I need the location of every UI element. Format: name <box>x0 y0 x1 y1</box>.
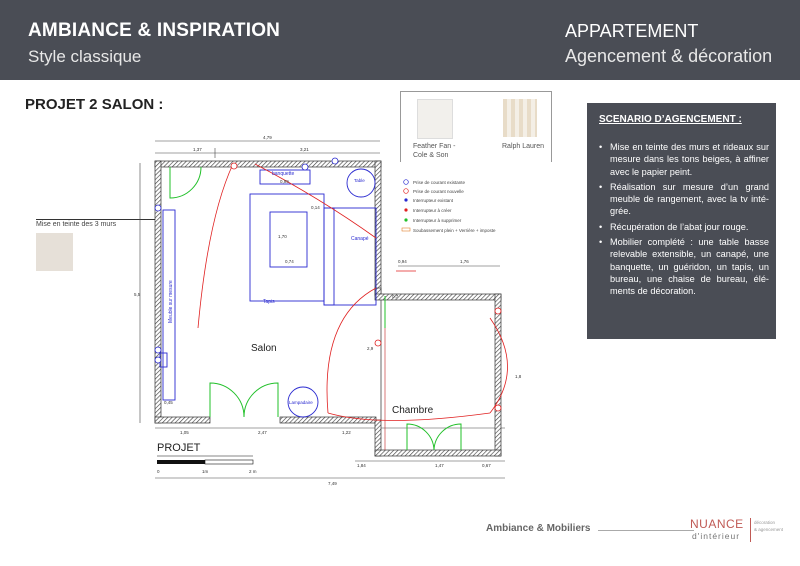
dim-label: 0,67 <box>482 463 491 468</box>
label-lampadaire: Lampadaire <box>289 400 313 405</box>
legend-item: Interrupteur à supprimer <box>413 218 462 223</box>
header-right-title: APPARTEMENT <box>565 21 699 41</box>
logo-sub: d'intérieur <box>692 531 741 541</box>
footer-divider <box>598 530 694 531</box>
floor-plan <box>130 128 550 488</box>
header-bar <box>0 0 800 80</box>
dim-label: 2,9 <box>367 346 374 351</box>
dim-label: 1,70 <box>278 234 287 239</box>
legend-item: Prise de courant existante <box>413 180 466 185</box>
dim-label: 0,74 <box>285 259 294 264</box>
dimension-labels <box>134 135 522 486</box>
scenario-list <box>597 141 769 301</box>
dim-label: 1,37 <box>193 147 202 152</box>
dim-label: 2,47 <box>258 430 267 435</box>
dim-label: 5,5 <box>134 292 141 297</box>
dim-label: 1,76 <box>460 259 469 264</box>
project-title: PROJET 2 SALON : <box>25 96 164 113</box>
label-banquette: banquette <box>272 171 295 177</box>
scenario-item: • Mobilier complété : une table basse relevable extensible, un canapé, une banquette, un guéridon, un tapis, un bureau, une chaise de bureau, élé- ments de décoration. <box>597 236 769 297</box>
logo-main: NUANCE <box>690 517 744 531</box>
label-table: Table <box>354 178 365 183</box>
dim-label: 1,05 <box>180 430 189 435</box>
scenario-title: SCENARIO D’AGENCEMENT : <box>599 114 742 125</box>
dim-label: 7,49 <box>328 481 337 486</box>
wall-note-label: Mise en teinte des 3 murs <box>36 221 117 228</box>
legend-item: Interrupteur à créer <box>413 208 452 213</box>
new-outlet-symbols <box>231 163 501 411</box>
plan-legend <box>402 180 496 233</box>
dim-label: 1,8 <box>515 374 522 379</box>
header-right-subtitle: Agencement & décoration <box>565 46 773 66</box>
footer-text: Ambiance & Mobiliers <box>486 523 591 534</box>
outlet-symbols <box>155 158 338 363</box>
header-subtitle: Style classique <box>28 47 142 66</box>
swatch-label-feather: Feather Fan - Cole & Son <box>413 143 456 159</box>
dim-label: 0,99 <box>280 179 289 184</box>
scale-tick: 1m <box>202 469 209 474</box>
scale-bar <box>157 456 257 474</box>
dim-label: 0,45 <box>164 400 173 405</box>
legend-item: Interrupteur existant <box>413 198 454 203</box>
header-title: AMBIANCE & INSPIRATION <box>28 20 281 41</box>
scale-title: PROJET <box>157 442 201 454</box>
scenario-panel <box>587 103 776 339</box>
scale-tick: 0 <box>157 469 160 474</box>
scenario-item: • Réalisation sur mesure d’un grand meuble de rangement, avec la tv inté- grée. <box>597 181 769 218</box>
scenario-item: • Récupération de l’abat jour rouge. <box>597 221 769 233</box>
dim-label: 1,47 <box>435 463 444 468</box>
furniture <box>160 169 376 417</box>
logo-side-text: & agencement <box>754 527 784 532</box>
label-canape: Canapé <box>351 236 369 242</box>
room-salon: Salon <box>251 343 277 354</box>
label-tapis: Tapis <box>263 299 275 305</box>
dim-label: 0,7 <box>392 294 399 299</box>
dim-label: 1,22 <box>342 430 351 435</box>
logo-side-text: décoration <box>754 520 776 525</box>
dim-label: 3,21 <box>300 147 309 152</box>
electric-wiring <box>198 164 508 421</box>
swatch-label-ralph: Ralph Lauren <box>502 143 545 150</box>
dim-label: 1,84 <box>357 463 366 468</box>
dim-label: 0,94 <box>398 259 407 264</box>
label-meuble: Meuble sur mesure <box>168 280 174 323</box>
scenario-item: • Mise en teinte des murs et rideaux sur mesure dans les tons beiges, à affiner avec le papier peint. <box>597 141 769 178</box>
dim-label: 0,14 <box>311 205 320 210</box>
legend-item: Prise de courant nouvelle <box>413 189 464 194</box>
dim-label: 4,79 <box>263 135 272 140</box>
logo-divider <box>750 518 751 542</box>
room-chambre: Chambre <box>392 405 434 416</box>
wall-color-swatch <box>36 233 73 271</box>
legend-item: Soubassement plein + Verrière + imposte <box>413 228 496 233</box>
scale-tick: 2 m <box>249 469 257 474</box>
brand-logo <box>690 517 750 547</box>
